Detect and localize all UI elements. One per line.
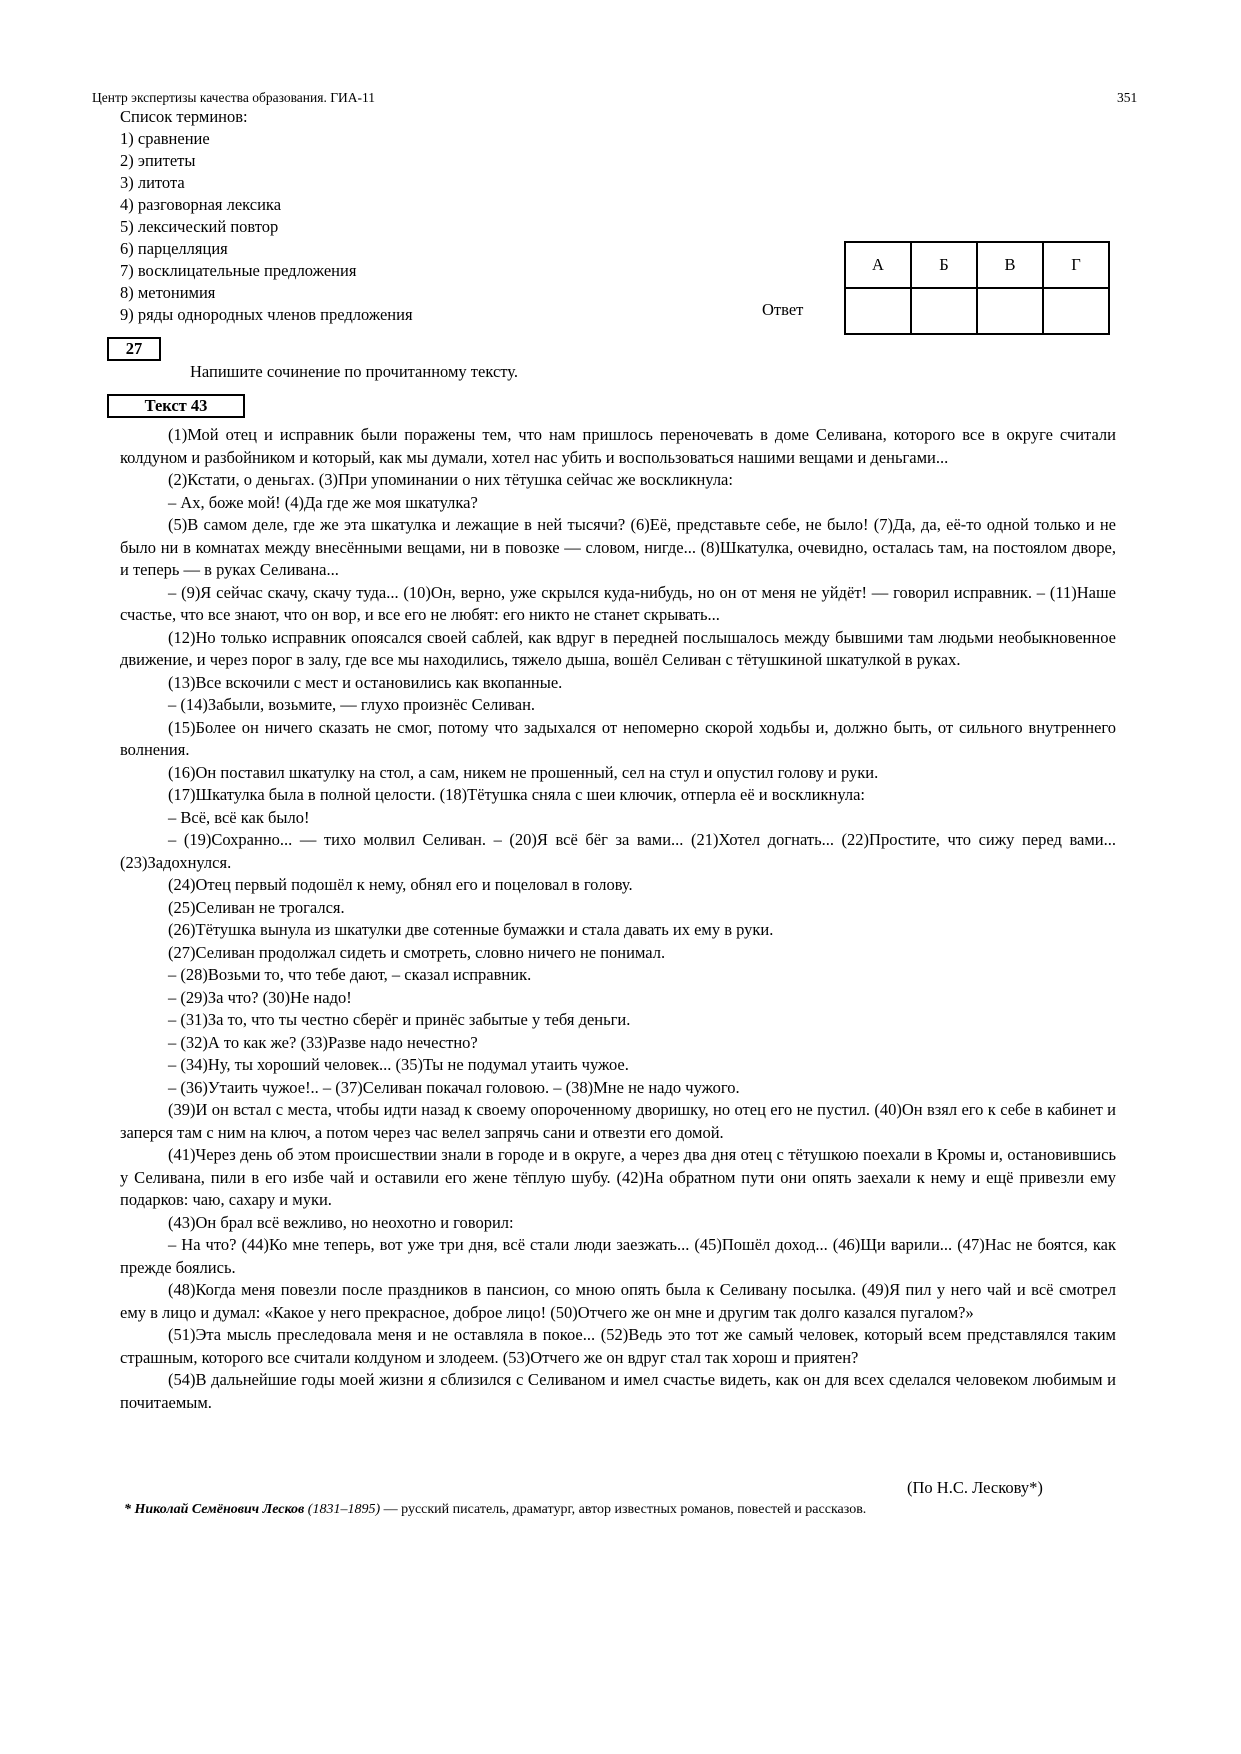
paragraph: – (29)За что? (30)Не надо! [168, 987, 352, 1007]
term-item: 5) лексический повтор [120, 217, 279, 236]
paragraph: (1)Мой отец и исправник были поражены тем, что нам пришлось переночевать в доме Селивана, которого все в округе считали колдуном и разбойником и который, как мы думали, хотел нас убить и воспользоваться нашими вещами и деньгами... [120, 425, 1116, 467]
footnote [124, 1502, 866, 1518]
paragraph: (13)Все вскочили с мест и остановились как вкопанные. [168, 672, 563, 692]
text-label-box: Текст 43 [107, 394, 245, 418]
paragraph: (41)Через день об этом происшествии знали в городе и в округе, а через два дня отец с тётушкою поехали в Кромы и, остановившись у Селивана, пили в его избе чай и оставили его жене тёплую шубу. (42)На обратном пути они опять заехали к нему и ещё привезли ему подарков: чаю, сахару и муки. [120, 1145, 1116, 1209]
source-attribution: (По Н.С. Лескову*) [907, 1478, 1043, 1497]
paragraph: (54)В дальнейшие годы моей жизни я сблизился с Селиваном и имел счастье видеть, как он для всех сделался человеком любимым и почитаемым. [120, 1370, 1116, 1412]
paragraph: (27)Селиван продолжал сидеть и смотреть, словно ничего не понимал. [168, 942, 666, 962]
footnote-text: — русский писатель, драматург, автор известных романов, повестей и рассказов. [380, 1502, 867, 1517]
paragraph: – Ах, боже мой! (4)Да где же моя шкатулка? [168, 492, 478, 512]
paragraph: – (28)Возьми то, что тебе дают, – сказал исправник. [168, 965, 532, 984]
term-item: 8) метонимия [120, 283, 216, 302]
paragraph: – (14)Забыли, возьмите, — глухо произнёс Селиван. [168, 695, 536, 714]
term-item: 3) литота [120, 173, 185, 192]
paragraph: – (19)Сохранно... — тихо молвил Селиван. – (20)Я всё бёг за вами... (21)Хотел догнать... (22)Простите, что сижу перед вами... (23)Задохнулся. [120, 830, 1116, 872]
paragraph: (12)Но только исправник опоясался своей саблей, как вдруг в передней послышалось между бывшими там людьми необыкновенное движение, и через порог в залу, где все мы находились, тяжело дыша, вошёл Селиван с тётушкиной шкатулкой в руках. [120, 627, 1116, 669]
paragraph: – (32)А то как же? (33)Разве надо нечестно? [168, 1032, 478, 1052]
paragraph: (51)Эта мысль преследовала меня и не оставляла в покое... (52)Ведь это тот же самый человек, который всем представлялся таким страшным, которого все считали колдуном и злодеем. (53)Отчего же он вдруг стал так хорош и приятен? [120, 1325, 1116, 1367]
paragraph: – (36)Утаить чужое!.. – (37)Селиван покачал головою. – (38)Мне не надо чужого. [168, 1077, 740, 1097]
paragraph: (26)Тётушка вынула из шкатулки две сотенные бумажки и стала давать их ему в руки. [168, 920, 774, 939]
footnote-marker: * [124, 1502, 131, 1517]
task-instruction: Напишите сочинение по прочитанному тексту. [190, 362, 518, 381]
page-number: 351 [1117, 90, 1138, 105]
paragraph: (16)Он поставил шкатулку на стол, а сам, никем не прошенный, сел на стул и опустил голову и руки. [168, 762, 879, 782]
answer-table [844, 241, 1110, 335]
answer-cell[interactable] [845, 288, 911, 334]
paragraph: (39)И он встал с места, чтобы идти назад к своему опороченному дворишку, но отец его не пустил. (40)Он взял его к себе в кабинет и заперся там с ним на ключ, а потом через час велел запрячь сани и отвезти его домой. [120, 1100, 1116, 1142]
answer-cell[interactable] [977, 288, 1043, 334]
term-item: 7) восклицательные предложения [120, 261, 357, 280]
paragraph: (5)В самом деле, где же эта шкатулка и лежащие в ней тысячи? (6)Её, представьте себе, не было! (7)Да, да, её-то одной только и не было ни в комнатах между внесёнными вещами, ни в повозке — словом, нигде... (8)Шкатулка, очевидно, осталась там, на постоялом дворе, и теперь — в руках Селивана... [120, 515, 1116, 579]
terms-title: Список терминов: [120, 107, 248, 126]
answer-cell[interactable] [1043, 288, 1109, 334]
footnote-years: (1831–1895) [307, 1502, 381, 1517]
paragraph: (17)Шкатулка была в полной целости. (18)Тётушка сняла с шеи ключик, отперла её и воскликнула: [168, 785, 865, 804]
paragraph: – На что? (44)Ко мне теперь, вот уже три дня, всё стали люди заезжать... (45)Пошёл доход... (46)Щи варили... (47)Нас не боятся, как прежде боялись. [120, 1235, 1116, 1277]
answer-column-header: В [977, 242, 1043, 288]
answer-column-header: А [845, 242, 911, 288]
paragraph: (25)Селиван не трогался. [168, 897, 345, 917]
paragraph: – (9)Я сейчас скачу, скачу туда... (10)Он, верно, уже скрылся куда-нибудь, но он от меня не уйдёт! — говорил исправник. – (11)Наше счастье, что все знают, что он вор, и все его не любят: его никто не станет скрывать... [120, 582, 1116, 624]
paragraph: – (34)Ну, ты хороший человек... (35)Ты не подумал утаить чужое. [168, 1055, 629, 1074]
term-item: 6) парцелляция [120, 239, 228, 258]
term-item: 9) ряды однородных членов предложения [120, 305, 413, 324]
main-text [120, 424, 1116, 1414]
paragraph: (15)Более он ничего сказать не смог, потому что задыхался от непомерно скорой ходьбы и, должно быть, от сильного внутреннего волнения. [120, 717, 1116, 759]
answer-column-header: Б [911, 242, 977, 288]
paragraph: – Всё, всё как было! [168, 807, 310, 827]
paragraph: (43)Он брал всё вежливо, но неохотно и говорил: [168, 1212, 514, 1232]
term-item: 1) сравнение [120, 129, 210, 148]
answer-column-header: Г [1043, 242, 1109, 288]
answer-cell[interactable] [911, 288, 977, 334]
paragraph: – (31)За то, что ты честно сберёг и принёс забытые у тебя деньги. [168, 1010, 631, 1029]
paragraph: (2)Кстати, о деньгах. (3)При упоминании о них тётушка сейчас же воскликнула: [168, 470, 733, 489]
paragraph: (48)Когда меня повезли после праздников в пансион, со мною опять была к Селивану посылка. (49)Я пил у него чай и всё смотрел ему в лицо и думал: «Какое у него прекрасное, доброе лицо! (50)Отчего же он мне и другим так долго казался пугалом?» [120, 1280, 1116, 1322]
term-item: 2) эпитеты [120, 151, 196, 170]
term-item: 4) разговорная лексика [120, 195, 282, 214]
task-number-box: 27 [107, 337, 161, 361]
paragraph: (24)Отец первый подошёл к нему, обнял его и поцеловал в голову. [168, 875, 633, 894]
answer-label: Ответ [762, 300, 804, 319]
footnote-name: Николай Семёнович Лесков [134, 1502, 305, 1517]
page-header: Центр экспертизы качества образования. ГИА-11 [92, 90, 375, 105]
